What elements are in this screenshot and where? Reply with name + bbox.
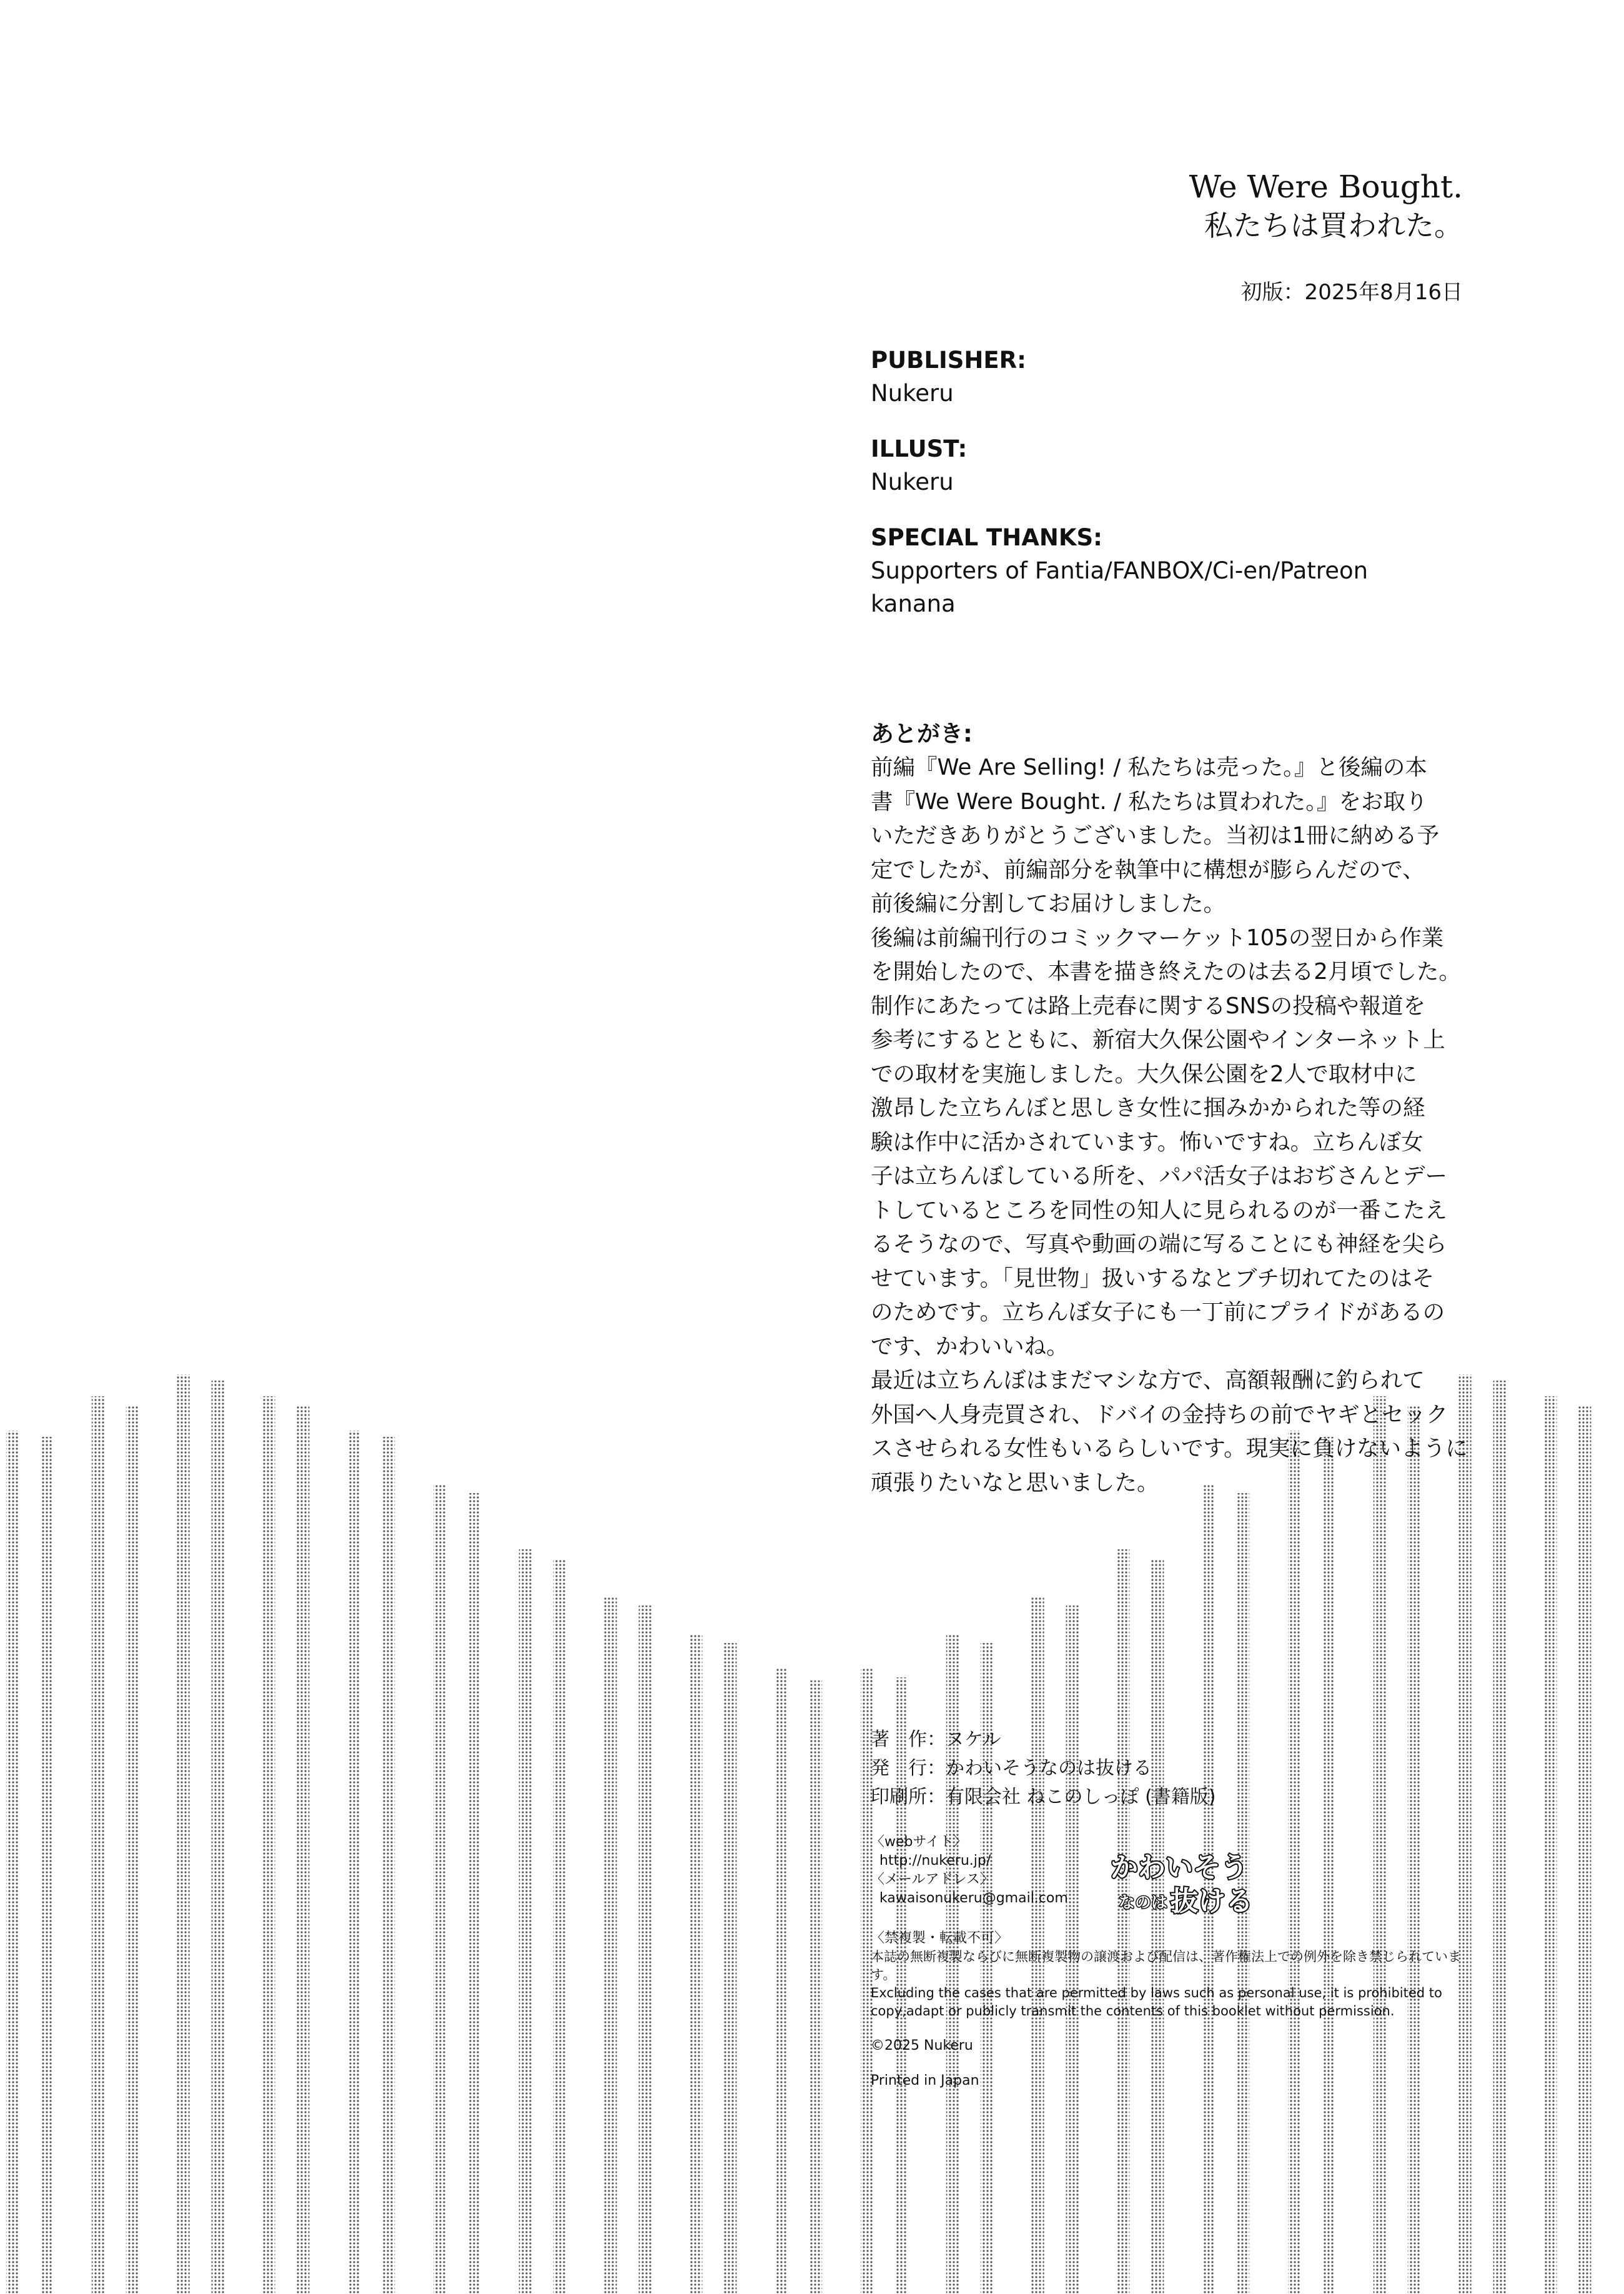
- halftone-stripe: [519, 1549, 532, 2294]
- credit-heading: PUBLISHER:: [871, 347, 1026, 374]
- halftone-stripe: [212, 1381, 224, 2294]
- logo-line-2a: なのは: [1118, 1894, 1168, 1912]
- halftone-stripe: [177, 1374, 190, 2294]
- credit-special-thanks: [871, 521, 1495, 620]
- notice-japanese: 本誌の無断複製ならびに無断複製物の譲渡および配信は、著作権法上での例外を除き禁じられています。: [871, 1949, 1461, 1982]
- afterword-line: 子は立ちんぼしている所を、パパ活女子はおぢさんとデー: [871, 1163, 1448, 1189]
- afterword-line: 頑張りたいなと思いました。: [871, 1469, 1159, 1496]
- publisher-logo: [1104, 1847, 1254, 1917]
- afterword-line: 参考にするとともに、新宿大久保公園やインターネット上: [871, 1027, 1445, 1053]
- halftone-stripe: [348, 1431, 360, 2294]
- halftone-stripe: [775, 1668, 788, 2294]
- afterword-line: 制作にあたっては路上売春に関するSNSの投稿や報道を: [871, 993, 1426, 1019]
- halftone-stripe: [92, 1396, 104, 2294]
- afterword-line: 前後編に分割してお届けしました。: [871, 891, 1226, 916]
- afterword-line: 定でしたが、前編部分を執筆中に構想が膨らんだので、: [871, 857, 1425, 883]
- credits-section: [871, 344, 1495, 643]
- credit-heading: SPECIAL THANKS:: [871, 524, 1102, 551]
- halftone-stripe: [690, 1634, 702, 2294]
- credit-illust: [871, 432, 1495, 499]
- email-link[interactable]: kawaisonukeru@gmail.com: [879, 1890, 1068, 1906]
- edition-date: 初版：2025年8月16日: [1240, 280, 1463, 305]
- colophon-author: 著 作：ヌケル: [871, 1729, 1001, 1750]
- title-block: [1189, 167, 1463, 245]
- website-link[interactable]: http://nukeru.jp/: [879, 1853, 991, 1869]
- halftone-stripe: [433, 1484, 446, 2294]
- printed-in-japan: Printed in Japan: [871, 2073, 979, 2088]
- afterword-line: 激昂した立ちんぼと思しき女性に掴みかかられた等の経: [871, 1095, 1425, 1121]
- halftone-stripe: [468, 1493, 480, 2294]
- halftone-stripe: [262, 1396, 275, 2294]
- halftone-stripe: [297, 1406, 309, 2294]
- halftone-stripe: [382, 1437, 395, 2294]
- email-label: 〈メールアドレス〉: [871, 1872, 994, 1887]
- halftone-stripe: [724, 1643, 736, 2294]
- credit-heading: ILLUST:: [871, 435, 968, 462]
- afterword-line: るそうなので、写真や動画の端に写ることにも神経を尖ら: [871, 1231, 1447, 1257]
- logo-line-2b: 抜ける: [1171, 1885, 1253, 1917]
- credit-value: Supporters of Fantia/FANBOX/Ci-en/Patreon: [871, 557, 1369, 584]
- afterword-heading: あとがき:: [871, 720, 973, 747]
- afterword-line: 験は作中に活かされています。怖いですね。立ちんぼ女: [871, 1129, 1423, 1155]
- halftone-stripe: [1578, 1406, 1591, 2294]
- afterword-line: を開始したので、本書を描き終えたのは去る2月頃でした。: [871, 959, 1461, 985]
- logo-line-1: かわいそう: [1111, 1852, 1248, 1884]
- afterword-line: での取材を実施しました。大久保公園を2人で取材中に: [871, 1061, 1417, 1087]
- halftone-stripe: [553, 1559, 566, 2294]
- afterword-section: [871, 717, 1489, 1500]
- afterword-line: 後編は前編刊行のコミックマーケット105の翌日から作業: [871, 925, 1444, 951]
- afterword-line: スさせられる女性もいるらしいです。現実に負けないように: [871, 1436, 1468, 1461]
- colophon-printer: 印刷所：有限会社 ねこのしっぽ (書籍版): [871, 1786, 1216, 1808]
- afterword-line: 外国へ人身売買され、ドバイの金持ちの前でヤギとセック: [871, 1401, 1448, 1428]
- credit-value: Nukeru: [871, 469, 954, 495]
- afterword-line: 最近は立ちんぼはまだマシな方で、高額報酬に釣られて: [871, 1368, 1425, 1393]
- halftone-stripe: [126, 1406, 139, 2294]
- afterword-line: です、かわいいね。: [871, 1333, 1069, 1359]
- afterword-line: 書『We Were Bought. / 私たちは買われた。』をお取り: [871, 788, 1428, 815]
- afterword-text: [871, 751, 1489, 1500]
- afterword-line: トしているところを同性の知人に見られるのが一番こたえ: [871, 1197, 1448, 1223]
- halftone-stripe: [1544, 1396, 1557, 2294]
- credit-publisher: [871, 344, 1495, 410]
- title-japanese: 私たちは買われた。: [1204, 209, 1463, 242]
- credit-value: kanana: [871, 590, 956, 617]
- afterword-line: 前編『We Are Selling! / 私たちは売った。』と後編の本: [871, 755, 1427, 780]
- halftone-stripe: [605, 1596, 617, 2294]
- halftone-stripe: [639, 1606, 651, 2294]
- afterword-line: のためです。立ちんぼ女子にも一丁前にプライドがあるの: [871, 1299, 1445, 1325]
- copyright-notice: [871, 1929, 1495, 2020]
- afterword-line: いただきありがとうございました。当初は1冊に納める予: [871, 823, 1440, 848]
- halftone-stripe: [810, 1681, 822, 2294]
- website-label: 〈webサイト〉: [871, 1834, 967, 1850]
- afterword-line: せています。「見世物」扱いするなとブチ切れてたのはそ: [871, 1265, 1435, 1291]
- credit-value: Nukeru: [871, 380, 954, 407]
- notice-label: 〈禁複製・転載不可〉: [871, 1930, 1009, 1946]
- title-english: We Were Bought.: [1189, 169, 1463, 205]
- halftone-stripe: [41, 1437, 53, 2294]
- notice-english: Excluding the cases that are permitted by laws such as personal use, it is prohibited to copy,adapt or publicly transmit the contents of this booklet without permission.: [871, 1985, 1447, 2018]
- copyright-line: ©2025 Nukeru: [871, 2038, 973, 2053]
- colophon-publisher: 発 行：かわいそうなのは抜ける: [871, 1757, 1152, 1779]
- halftone-stripe: [6, 1431, 19, 2294]
